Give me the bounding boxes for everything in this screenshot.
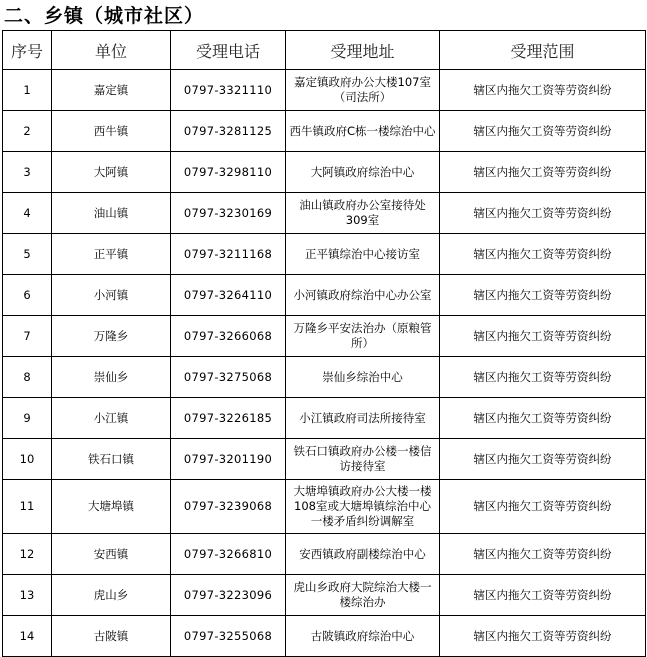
row-unit: 崇仙乡 (52, 357, 171, 398)
table-row (3, 316, 646, 357)
row-address: 崇仙乡综治中心 (286, 357, 440, 398)
row-unit: 古陂镇 (52, 616, 171, 657)
row-address: 西牛镇政府C栋一楼综治中心 (286, 111, 440, 152)
row-seq: 6 (3, 275, 52, 316)
row-seq: 3 (3, 152, 52, 193)
row-seq: 5 (3, 234, 52, 275)
row-unit: 安西镇 (52, 534, 171, 575)
table-row (3, 193, 646, 234)
row-unit: 铁石口镇 (52, 439, 171, 480)
row-scope: 辖区内拖欠工资等劳资纠纷 (440, 70, 646, 111)
row-address: 古陂镇政府综治中心 (286, 616, 440, 657)
complaint-office-table (2, 30, 646, 657)
table-row (3, 357, 646, 398)
row-phone: 0797-3321110 (171, 70, 286, 111)
row-seq: 13 (3, 575, 52, 616)
table-row (3, 534, 646, 575)
row-unit: 西牛镇 (52, 111, 171, 152)
table-row (3, 480, 646, 534)
row-phone: 0797-3239068 (171, 480, 286, 534)
row-phone: 0797-3275068 (171, 357, 286, 398)
row-unit: 小河镇 (52, 275, 171, 316)
row-phone: 0797-3223096 (171, 575, 286, 616)
row-scope: 辖区内拖欠工资等劳资纠纷 (440, 575, 646, 616)
row-seq: 10 (3, 439, 52, 480)
row-scope: 辖区内拖欠工资等劳资纠纷 (440, 616, 646, 657)
row-scope: 辖区内拖欠工资等劳资纠纷 (440, 111, 646, 152)
row-seq: 1 (3, 70, 52, 111)
row-seq: 7 (3, 316, 52, 357)
row-scope: 辖区内拖欠工资等劳资纠纷 (440, 234, 646, 275)
table-row (3, 439, 646, 480)
row-address: 大阿镇政府综治中心 (286, 152, 440, 193)
row-unit: 万隆乡 (52, 316, 171, 357)
row-unit: 大阿镇 (52, 152, 171, 193)
row-phone: 0797-3298110 (171, 152, 286, 193)
row-scope: 辖区内拖欠工资等劳资纠纷 (440, 439, 646, 480)
row-phone: 0797-3201190 (171, 439, 286, 480)
row-unit: 正平镇 (52, 234, 171, 275)
row-scope: 辖区内拖欠工资等劳资纠纷 (440, 152, 646, 193)
header-seq: 序号 (3, 31, 52, 70)
row-scope: 辖区内拖欠工资等劳资纠纷 (440, 534, 646, 575)
row-scope: 辖区内拖欠工资等劳资纠纷 (440, 316, 646, 357)
row-unit: 大塘埠镇 (52, 480, 171, 534)
row-phone: 0797-3266810 (171, 534, 286, 575)
row-unit: 油山镇 (52, 193, 171, 234)
row-seq: 4 (3, 193, 52, 234)
row-scope: 辖区内拖欠工资等劳资纠纷 (440, 398, 646, 439)
row-seq: 12 (3, 534, 52, 575)
row-address: 正平镇综治中心接访室 (286, 234, 440, 275)
row-address: 万隆乡平安法治办（原粮管所） (286, 316, 440, 357)
table-header-row (3, 31, 646, 70)
row-phone: 0797-3226185 (171, 398, 286, 439)
row-unit: 小江镇 (52, 398, 171, 439)
row-address: 大塘埠镇政府办公大楼一楼108室或大塘埠镇综治中心一楼矛盾纠纷调解室 (286, 480, 440, 534)
row-scope: 辖区内拖欠工资等劳资纠纷 (440, 480, 646, 534)
row-scope: 辖区内拖欠工资等劳资纠纷 (440, 357, 646, 398)
row-address: 虎山乡政府大院综治大楼一楼综治办 (286, 575, 440, 616)
table-row (3, 575, 646, 616)
row-unit: 虎山乡 (52, 575, 171, 616)
row-seq: 11 (3, 480, 52, 534)
row-address: 小江镇政府司法所接待室 (286, 398, 440, 439)
row-seq: 2 (3, 111, 52, 152)
row-seq: 8 (3, 357, 52, 398)
row-address: 嘉定镇政府办公大楼107室（司法所） (286, 70, 440, 111)
row-seq: 14 (3, 616, 52, 657)
header-unit: 单位 (52, 31, 171, 70)
table-row (3, 234, 646, 275)
row-address: 小河镇政府综治中心办公室 (286, 275, 440, 316)
header-address: 受理地址 (286, 31, 440, 70)
row-scope: 辖区内拖欠工资等劳资纠纷 (440, 275, 646, 316)
row-seq: 9 (3, 398, 52, 439)
header-phone: 受理电话 (171, 31, 286, 70)
table-row (3, 275, 646, 316)
row-address: 安西镇政府副楼综治中心 (286, 534, 440, 575)
row-phone: 0797-3211168 (171, 234, 286, 275)
table-row (3, 616, 646, 657)
row-phone: 0797-3264110 (171, 275, 286, 316)
table-row (3, 70, 646, 111)
header-scope: 受理范围 (440, 31, 646, 70)
row-phone: 0797-3266068 (171, 316, 286, 357)
table-row (3, 398, 646, 439)
table-row (3, 111, 646, 152)
section-title: 二、乡镇（城市社区） (4, 5, 205, 27)
table-row (3, 152, 646, 193)
row-phone: 0797-3255068 (171, 616, 286, 657)
row-phone: 0797-3230169 (171, 193, 286, 234)
row-address: 油山镇政府办公室接待处309室 (286, 193, 440, 234)
row-address: 铁石口镇政府办公楼一楼信访接待室 (286, 439, 440, 480)
row-phone: 0797-3281125 (171, 111, 286, 152)
row-unit: 嘉定镇 (52, 70, 171, 111)
row-scope: 辖区内拖欠工资等劳资纠纷 (440, 193, 646, 234)
